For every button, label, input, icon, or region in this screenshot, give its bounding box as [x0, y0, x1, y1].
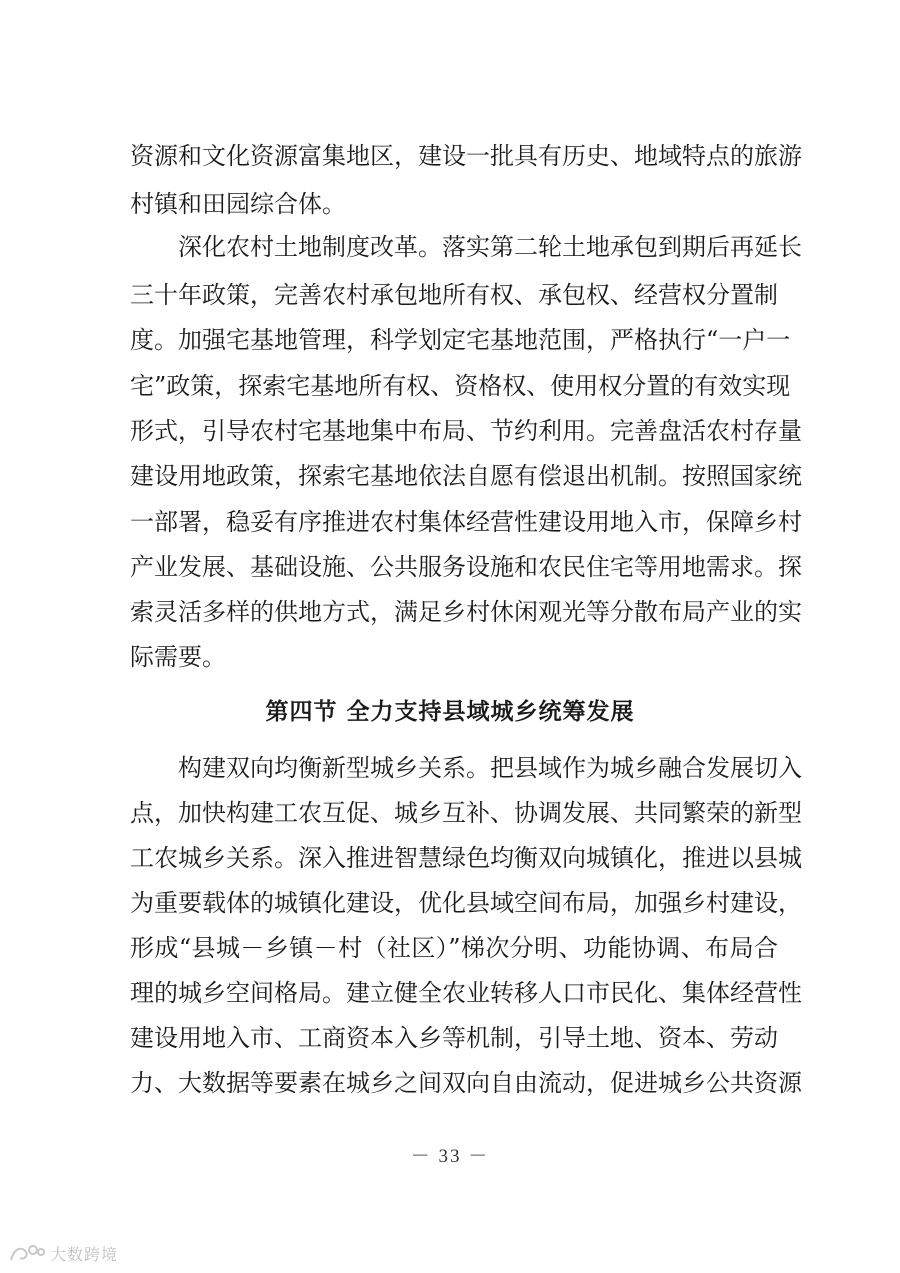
watermark: [8, 1241, 118, 1265]
paragraph-2-line-10: 际需要。: [130, 643, 226, 671]
paragraph-2-line-9: 索灵活多样的供地方式，满足乡村休闲观光等分散布局产业的实: [130, 598, 802, 626]
section-paragraph-line-4: 为重要载体的城镇化建设，优化县域空间布局，加强乡村建设，: [130, 889, 802, 917]
section-paragraph-line-1: 构建双向均衡新型城乡关系。把县域作为城乡融合发展切入: [178, 754, 802, 782]
section-paragraph-line-2: 点，加快构建工农互促、城乡互补、协调发展、共同繁荣的新型: [130, 799, 802, 827]
paragraph-2-line-7: 一部署，稳妥有序推进农村集体经营性建设用地入市，保障乡村: [130, 508, 802, 536]
section-paragraph-line-5: 形成“县城－乡镇－村（社区）”梯次分明、功能协调、布局合: [130, 934, 778, 962]
paragraph-1-line-1: 资源和文化资源富集地区，建设一批具有历史、地域特点的旅游: [130, 142, 802, 170]
paragraph-2-line-8: 产业发展、基础设施、公共服务设施和农民住宅等用地需求。探: [130, 553, 802, 581]
paragraph-1-line-2: 村镇和田园综合体。: [130, 190, 346, 218]
section-paragraph-line-3: 工农城乡关系。深入推进智慧绿色均衡双向城镇化，推进以县城: [130, 844, 802, 872]
section-paragraph-line-7: 建设用地入市、工商资本入乡等机制，引导土地、资本、劳动: [130, 1024, 778, 1052]
section-heading: 第四节 全力支持县域城乡统筹发展: [265, 699, 635, 725]
page-number: － 33 －: [410, 1146, 490, 1167]
paragraph-2-line-2: 三十年政策，完善农村承包地所有权、承包权、经营权分置制: [130, 281, 778, 309]
paragraph-2-line-1: 深化农村土地制度改革。落实第二轮土地承包到期后再延长: [178, 233, 802, 261]
paragraph-2-line-5: 形式，引导农村宅基地集中布局、节约利用。完善盘活农村存量: [130, 417, 802, 445]
paragraph-2-line-3: 度。加强宅基地管理，科学划定宅基地范围，严格执行“一户一: [130, 326, 791, 354]
watermark-text: 大数跨境: [50, 1244, 119, 1264]
paragraph-2-line-4: 宅”政策，探索宅基地所有权、资格权、使用权分置的有效实现: [130, 372, 791, 400]
section-paragraph-line-8: 力、大数据等要素在城乡之间双向自由流动，促进城乡公共资源: [130, 1069, 802, 1097]
paragraph-2-line-6: 建设用地政策，探索宅基地依法自愿有偿退出机制。按照国家统: [130, 462, 802, 490]
section-paragraph-line-6: 理的城乡空间格局。建立健全农业转移人口市民化、集体经营性: [130, 979, 802, 1007]
brand-logo-icon: [8, 1242, 46, 1264]
